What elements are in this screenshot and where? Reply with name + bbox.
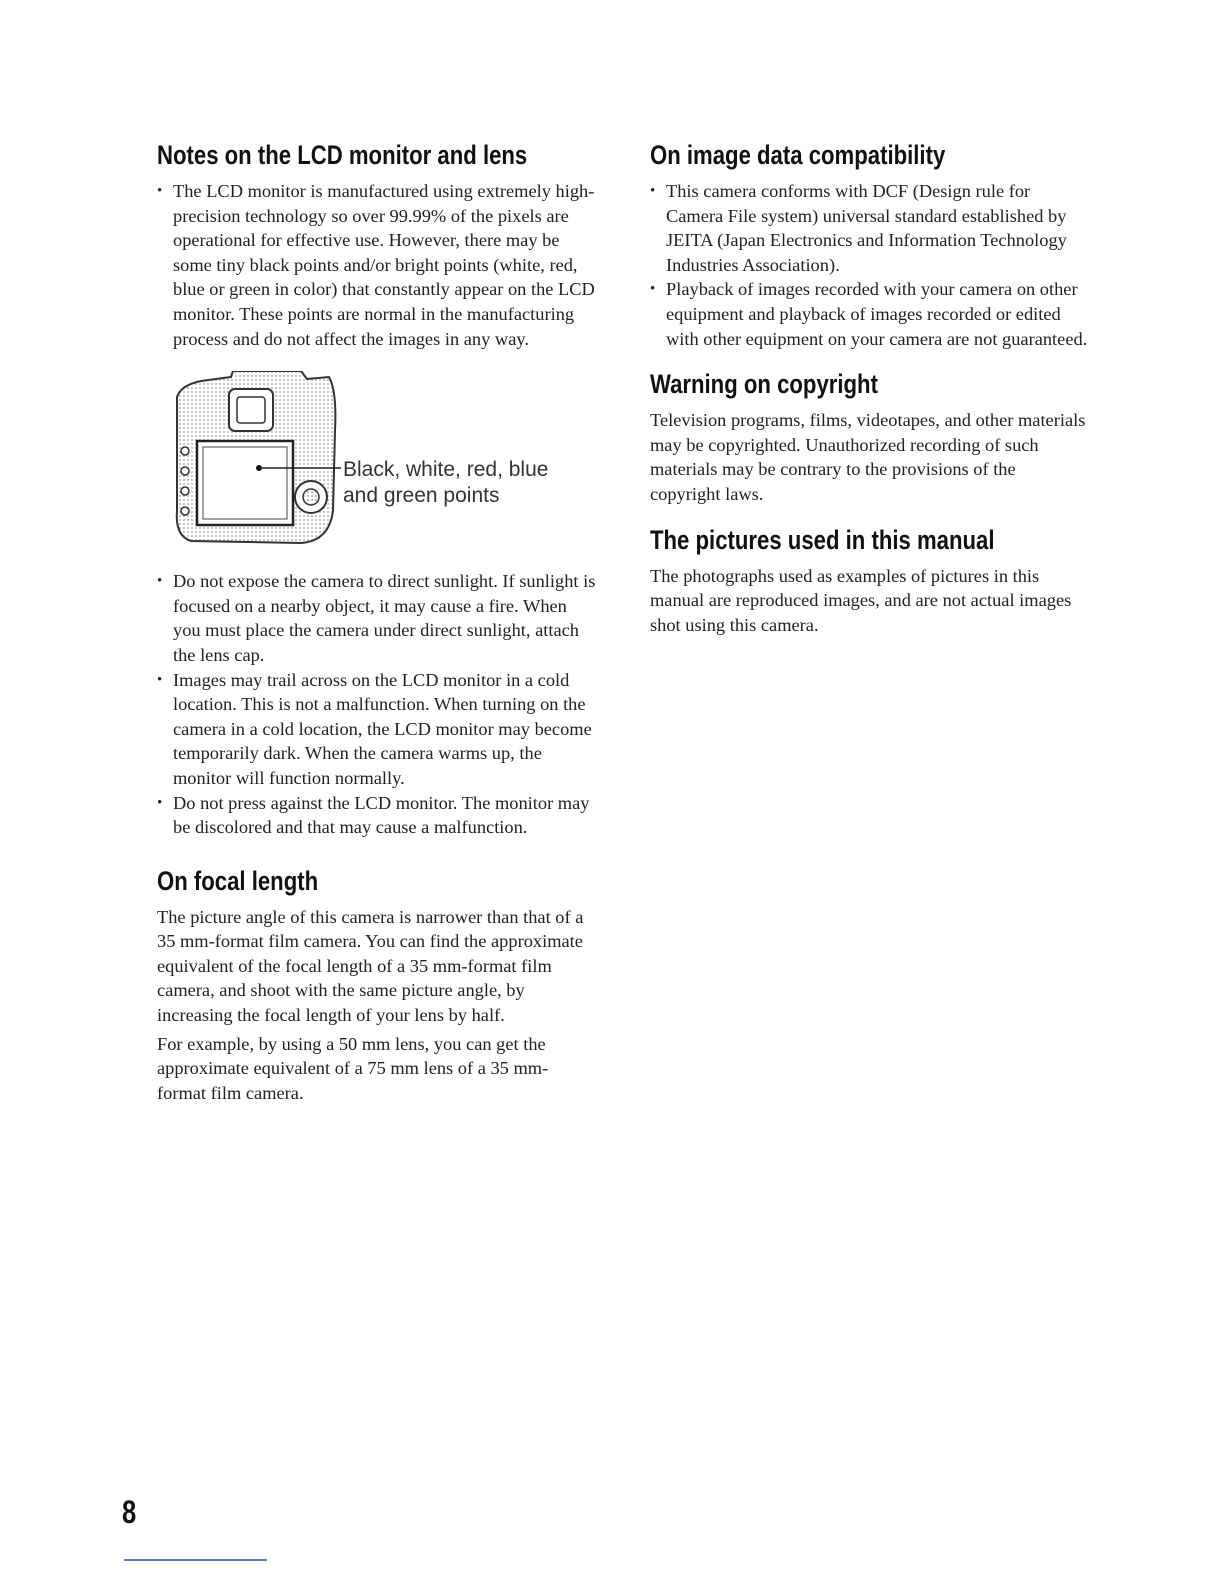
- image-compat-section: [650, 140, 1090, 351]
- image-compat-heading: On image data compatibility: [650, 140, 946, 170]
- page-footer-rule: [124, 1559, 267, 1561]
- pictures-heading: The pictures used in this manual: [650, 524, 995, 555]
- lcd-note-item: • The LCD monitor is manufactured using extremely high-precision technology so over 99.99% of the pixels are operational for effective use. However, there may be some tiny black points and/or bright points (white, red, blue or green in color) that constantly appear on the LCD monitor. These points are normal in the manufacturing process and do not affect the images in any way.: [157, 179, 597, 351]
- left-column: [157, 140, 597, 1105]
- image-compat-item: • Playback of images recorded with your camera on other equipment and playback of images recorded or edited with other equipment on your camera are not guaranteed.: [650, 277, 1090, 351]
- camera-back-illustration: [171, 371, 351, 551]
- lcd-points-callout: [343, 457, 548, 509]
- image-compat-item: • This camera conforms with DCF (Design rule for Camera File system) universal standard established by JEITA (Japan Electronics and Information Technology Industries Association).: [650, 179, 1090, 277]
- focal-length-heading: On focal length: [157, 865, 319, 896]
- lcd-notes-heading: Notes on the LCD monitor and lens: [157, 140, 528, 170]
- lcd-note-item: • Do not expose the camera to direct sunlight. If sunlight is focused on a nearby object, it may cause a fire. When you must place the camera under direct sunlight, attach the lens cap.: [157, 569, 597, 667]
- focal-length-example-paragraph: For example, by using a 50 mm lens, you can get the approximate equivalent of a 75 mm lens of a 35 mm-format film camera.: [157, 1033, 549, 1103]
- lcd-notes-list-bottom: [157, 569, 597, 840]
- right-column: [650, 140, 1090, 637]
- callout-line-1: Black, white, red, blue: [343, 458, 549, 482]
- page-number: 8: [122, 1494, 137, 1530]
- lcd-monitor-figure: [157, 371, 597, 551]
- lcd-notes-section: [157, 140, 597, 840]
- copyright-section: [650, 369, 1090, 506]
- pictures-section: [650, 525, 1090, 638]
- copyright-heading: Warning on copyright: [650, 369, 878, 400]
- callout-line-2: and green points: [343, 484, 500, 508]
- focal-length-section: [157, 866, 597, 1106]
- copyright-paragraph: Television programs, films, videotapes, and other materials may be copyrighted. Unauthorized recording of such materials may be contrary to the provisions of the copyright laws.: [650, 410, 1086, 504]
- lcd-notes-list-top: [157, 179, 597, 351]
- focal-length-paragraph: The picture angle of this camera is narrower than that of a 35 mm-format film camera. You can find the approximate equivalent of the focal length of a 35 mm-format film camera, and shoot with the same picture angle, by increasing the focal length of your lens by half.: [157, 906, 584, 1026]
- lcd-note-item: • Do not press against the LCD monitor. The monitor may be discolored and that may cause a malfunction.: [157, 791, 597, 840]
- lcd-note-item: • Images may trail across on the LCD monitor in a cold location. This is not a malfunction. When turning on the camera in a cold location, the LCD monitor may become temporarily dark. When the camera warms up, the monitor will function normally.: [157, 668, 597, 791]
- image-compat-list: [650, 179, 1090, 351]
- pictures-paragraph: The photographs used as examples of pictures in this manual are reproduced images, and are not actual images shot using this camera.: [650, 565, 1072, 635]
